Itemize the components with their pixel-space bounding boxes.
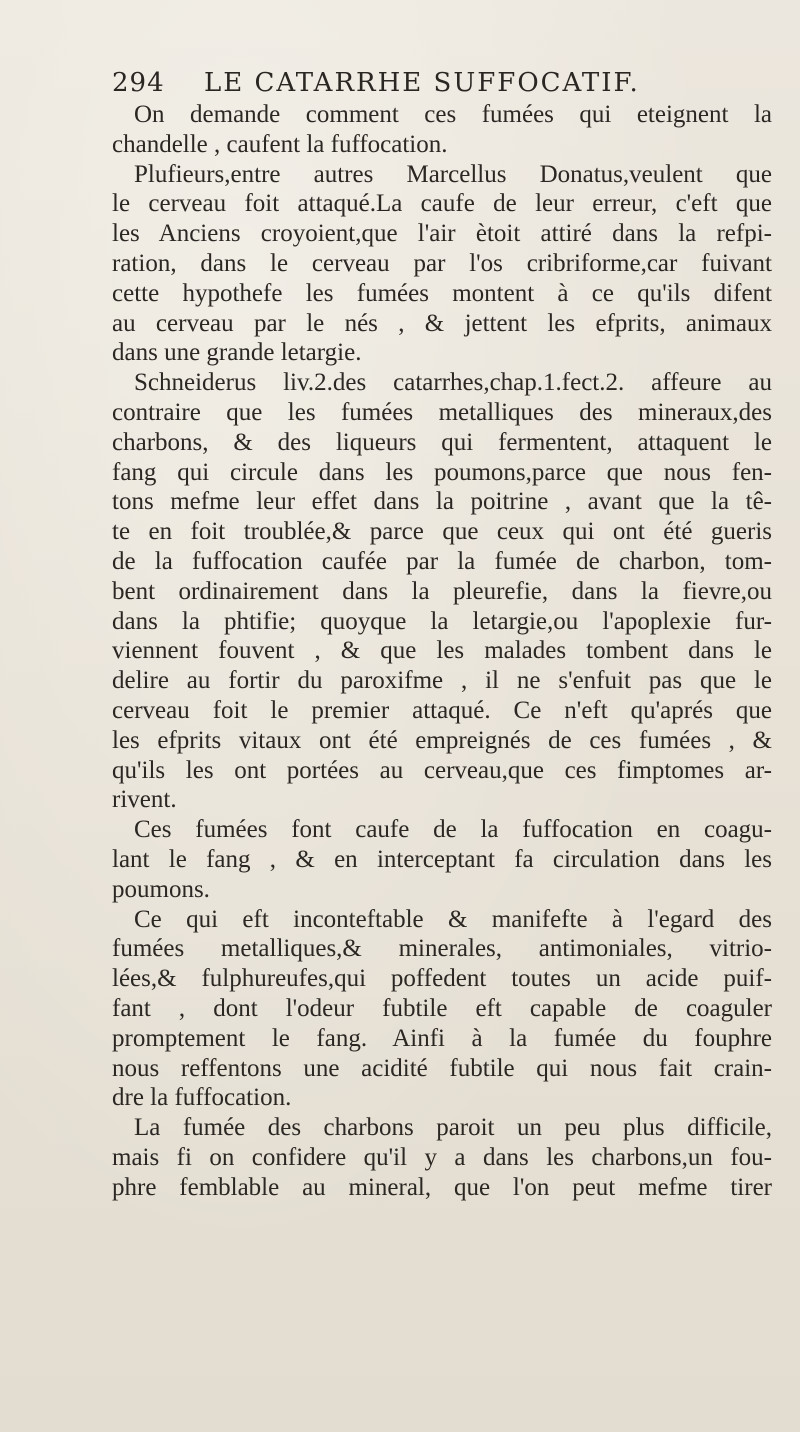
text-line: de la fuffocation caufée par la fumée de charbon, tom- [112, 547, 772, 575]
text-line: te en foit troublée,& parce que ceux qui ont été gueris [112, 518, 772, 546]
text-line: dans une grande letargie. [112, 339, 362, 367]
body-text [112, 100, 772, 1202]
text-line: delire au fortir du paroxifme , il ne s'enfuit pas que le [112, 667, 772, 695]
text-line: chandelle , caufent la fuffocation. [112, 130, 448, 158]
text-line: fant , dont l'odeur fubtile eft capable de coaguler [112, 994, 772, 1022]
text-line: dre la fuffocation. [112, 1084, 292, 1112]
text-line: poumons. [112, 875, 210, 903]
page-header [112, 68, 772, 104]
text-line: fumées metalliques,& minerales, antimoniales, vitrio- [112, 935, 772, 963]
text-line: cerveau foit le premier attaqué. Ce n'eft qu'aprés que [112, 696, 772, 724]
text-line: Schneiderus liv.2.des catarrhes,chap.1.fect.2. affeure au [134, 369, 772, 397]
text-line: cette hypothefe les fumées montent à ce qu'ils difent [112, 279, 772, 307]
text-line: Ce qui eft inconteftable & manifefte à l'egard des [134, 905, 772, 933]
text-line: fang qui circule dans les poumons,parce que nous fen- [112, 458, 772, 486]
text-line: rivent. [112, 786, 177, 814]
text-line: le cerveau foit attaqué.La caufe de leur erreur, c'eft que [112, 190, 772, 218]
text-line: mais fi on confidere qu'il y a dans les charbons,un fou- [112, 1143, 772, 1171]
text-line: lées,& fulphureufes,qui poffedent toutes un acide puif- [112, 965, 772, 993]
text-line: Ces fumées font caufe de la fuffocation en coagu- [134, 816, 772, 844]
page-number: 294 [112, 68, 165, 98]
text-line: les efprits vitaux ont été empreignés de ces fumées , & [112, 726, 772, 754]
text-line: lant le fang , & en interceptant fa circulation dans les [112, 845, 772, 873]
text-line: Plufieurs,entre autres Marcellus Donatus,veulent que [134, 160, 772, 188]
text-line: dans la phtifie; quoyque la letargie,ou l'apoplexie fur- [112, 607, 772, 635]
text-line: charbons, & des liqueurs qui fermentent, attaquent le [112, 428, 772, 456]
text-line: La fumée des charbons paroit un peu plus difficile, [134, 1114, 772, 1142]
text-line: viennent fouvent , & que les malades tombent dans le [112, 637, 772, 665]
text-line: phre femblable au mineral, que l'on peut mefme tirer [112, 1173, 772, 1201]
text-line: au cerveau par le nés , & jettent les efprits, animaux [112, 309, 772, 337]
text-line: qu'ils les ont portées au cerveau,que ces fimptomes ar- [112, 756, 772, 784]
running-title: LE CATARRHE SUFFOCATIF. [204, 68, 640, 98]
text-line: On demande comment ces fumées qui eteignent la [134, 101, 772, 128]
text-line: bent ordinairement dans la pleurefie, dans la fievre,ou [112, 577, 772, 605]
text-line: tons mefme leur effet dans la poitrine , avant que la tê- [112, 488, 772, 516]
text-line: nous reffentons une acidité fubtile qui nous fait crain- [112, 1054, 772, 1082]
text-line: les Anciens croyoient,que l'air ètoit attiré dans la refpi- [112, 220, 772, 248]
text-line: ration, dans le cerveau par l'os cribriforme,car fuivant [112, 249, 772, 277]
text-line: promptement le fang. Ainfi à la fumée du fouphre [112, 1024, 772, 1052]
text-line: contraire que les fumées metalliques des mineraux,des [112, 398, 772, 426]
